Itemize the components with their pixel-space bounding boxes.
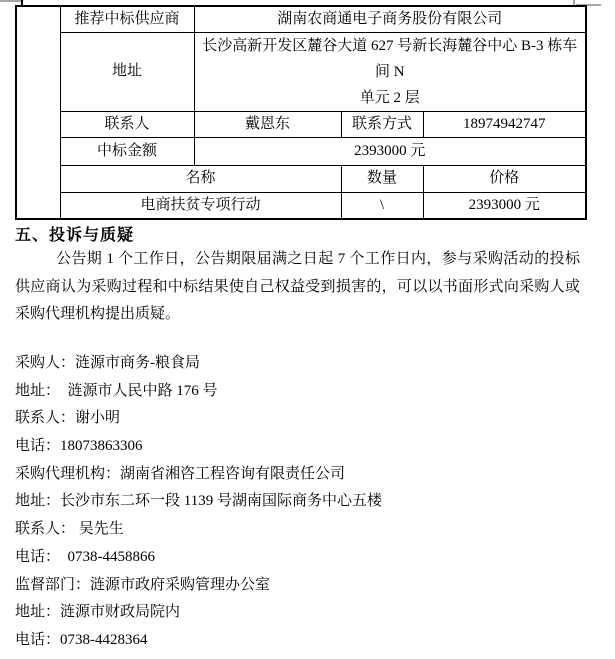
complaint-paragraph: 公告期 1 个工作日，公告期限届满之日起 7 个工作日内，参与采购活动的投标供应商认为采购过程和中标结果使自己权益受到损害的，可以以书面形式向采购人或采购代理机构提出质疑。 xyxy=(15,251,580,322)
contact-line-agency-address: 地址：长沙市东二环一段 1139 号湖南国际商务中心五楼 xyxy=(15,493,382,510)
table-row-supplier xyxy=(16,6,586,32)
contact-line-purchaser-phone: 电话：18073863306 xyxy=(15,438,143,455)
supplier-label-cell: 推荐中标供应商 xyxy=(60,6,194,32)
contact-method-value-cell: 18974942747 xyxy=(423,111,586,137)
contact-line-supervisor-phone: 电话：0738-4428364 xyxy=(15,631,148,648)
contact-line-purchaser-person: 联系人：谢小明 xyxy=(15,410,121,427)
table-spacer-cell xyxy=(16,6,60,219)
item-name-header-cell: 名称 xyxy=(60,165,341,192)
address-line-1: 长沙高新开发区麓谷大道 627 号新长海麓谷中心 B-3 栋车间 N xyxy=(202,37,578,80)
table-row-amount xyxy=(16,137,586,165)
address-value-cell xyxy=(194,32,586,111)
table-row-item-header xyxy=(16,165,586,192)
address-label-cell: 地址 xyxy=(60,32,194,111)
item-name-cell: 电商扶贫专项行动 xyxy=(60,192,341,219)
award-table xyxy=(15,5,587,220)
contact-person-label-cell: 联系人 xyxy=(60,111,194,137)
item-quantity-cell: \ xyxy=(341,192,423,219)
contact-line-supervisor: 监督部门：涟源市政府采购管理办公室 xyxy=(15,576,271,593)
contact-line-agency: 采购代理机构：湖南省湘咨工程咨询有限责任公司 xyxy=(15,465,346,482)
section-heading: 五、投诉与质疑 xyxy=(15,227,135,244)
item-price-cell: 2393000 元 xyxy=(423,192,586,219)
contact-person-value-cell: 戴恩东 xyxy=(194,111,341,137)
item-price-header-cell: 价格 xyxy=(423,165,586,192)
contact-line-purchaser-address: 地址： 涟源市人民中路 176 号 xyxy=(15,382,218,399)
contact-line-agency-phone: 电话： 0738-4458866 xyxy=(15,548,155,565)
table-row-contact xyxy=(16,111,586,137)
contact-method-label-cell: 联系方式 xyxy=(341,111,423,137)
table-row-address xyxy=(16,32,586,111)
item-quantity-header-cell: 数量 xyxy=(341,165,423,192)
amount-label-cell: 中标金额 xyxy=(60,137,194,165)
contact-list xyxy=(15,350,595,655)
supplier-value-cell: 湖南农商通电子商务股份有限公司 xyxy=(194,6,586,32)
contact-line-purchaser: 采购人：涟源市商务-粮食局 xyxy=(15,355,200,371)
crop-artifact-line xyxy=(0,0,22,2)
amount-value-cell: 2393000 元 xyxy=(194,137,586,165)
address-line-2: 单元 2 层 xyxy=(359,89,420,106)
table-row-item xyxy=(16,192,586,219)
contact-line-supervisor-address: 地址：涟源市财政局院内 xyxy=(15,604,181,621)
contact-line-agency-person: 联系人： 吴先生 xyxy=(15,521,124,538)
